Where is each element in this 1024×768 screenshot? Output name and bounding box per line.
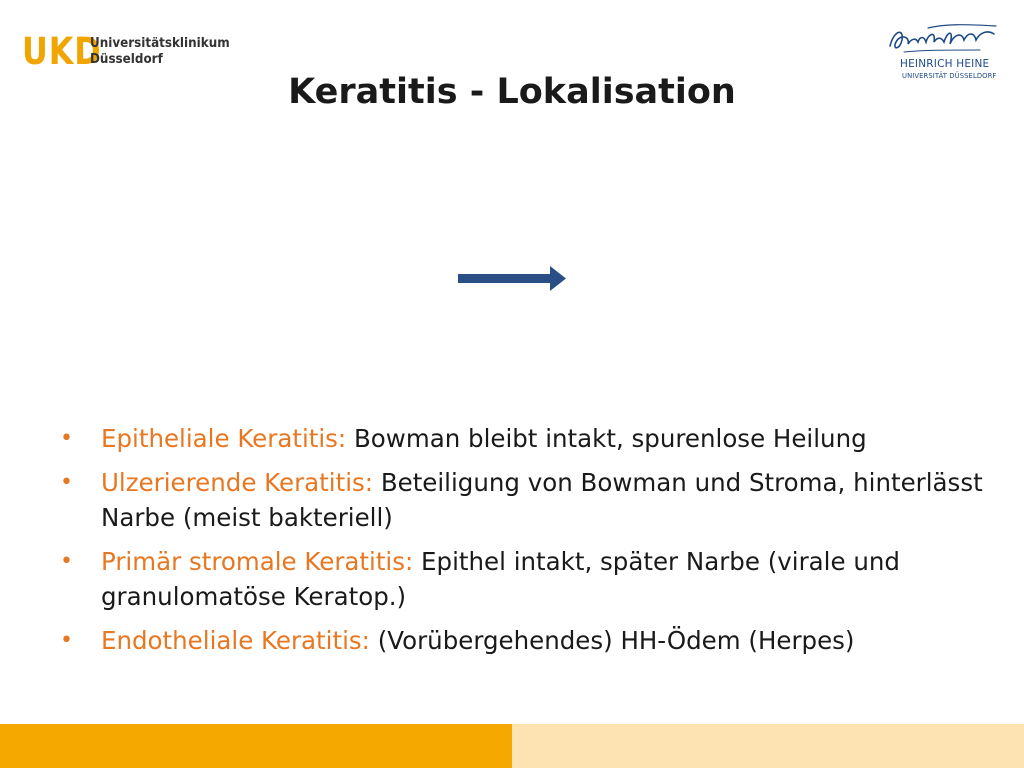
ukd-logo-text bbox=[90, 36, 230, 67]
bullet-text: Beteiligung von Bowman und Stroma, hinterlässt Narbe (meist bakteriell) bbox=[101, 468, 983, 532]
bullet-text: Epithel intakt, später Narbe (virale und granulomatöse Keratop.) bbox=[101, 547, 900, 611]
slide-title: Keratitis - Lokalisation bbox=[288, 72, 736, 112]
ukd-logo-mark: UKD bbox=[22, 30, 102, 73]
bullet-term: Primär stromale Keratitis: bbox=[101, 547, 414, 576]
ukd-logo-line1: Universitätsklinikum bbox=[90, 36, 230, 51]
bullet-item-endotheliale bbox=[60, 623, 990, 658]
bullet-term: Epitheliale Keratitis: bbox=[101, 424, 347, 453]
bullet-text: (Vorübergehendes) HH-Ödem (Herpes) bbox=[369, 626, 855, 655]
bullet-term: Endotheliale Keratitis: bbox=[101, 626, 370, 655]
bullet-dot-icon: • bbox=[60, 549, 73, 574]
bullet-dot-icon: • bbox=[60, 470, 73, 495]
bullet-item-stromale bbox=[60, 544, 990, 614]
bullet-item-epitheliale bbox=[60, 421, 990, 456]
hhu-logo-subtitle: UNIVERSITÄT DÜSSELDORF bbox=[902, 72, 997, 80]
bullet-term: Ulzerierende Keratitis: bbox=[101, 468, 374, 497]
footer-bar-right bbox=[512, 724, 1024, 768]
ukd-logo bbox=[22, 30, 230, 73]
bullet-item-ulzerierende bbox=[60, 465, 990, 535]
footer-bar-left bbox=[0, 724, 512, 768]
bullet-text: Bowman bleibt intakt, spurenlose Heilung bbox=[346, 424, 867, 453]
hhu-logo-name: HEINRICH HEINE bbox=[900, 58, 990, 70]
signature-icon bbox=[884, 20, 1002, 60]
bullet-dot-icon: • bbox=[60, 628, 73, 653]
bullet-list bbox=[60, 421, 990, 667]
ukd-logo-line2: Düsseldorf bbox=[90, 51, 163, 67]
bullet-dot-icon: • bbox=[60, 426, 73, 451]
right-arrow-icon bbox=[458, 264, 568, 294]
